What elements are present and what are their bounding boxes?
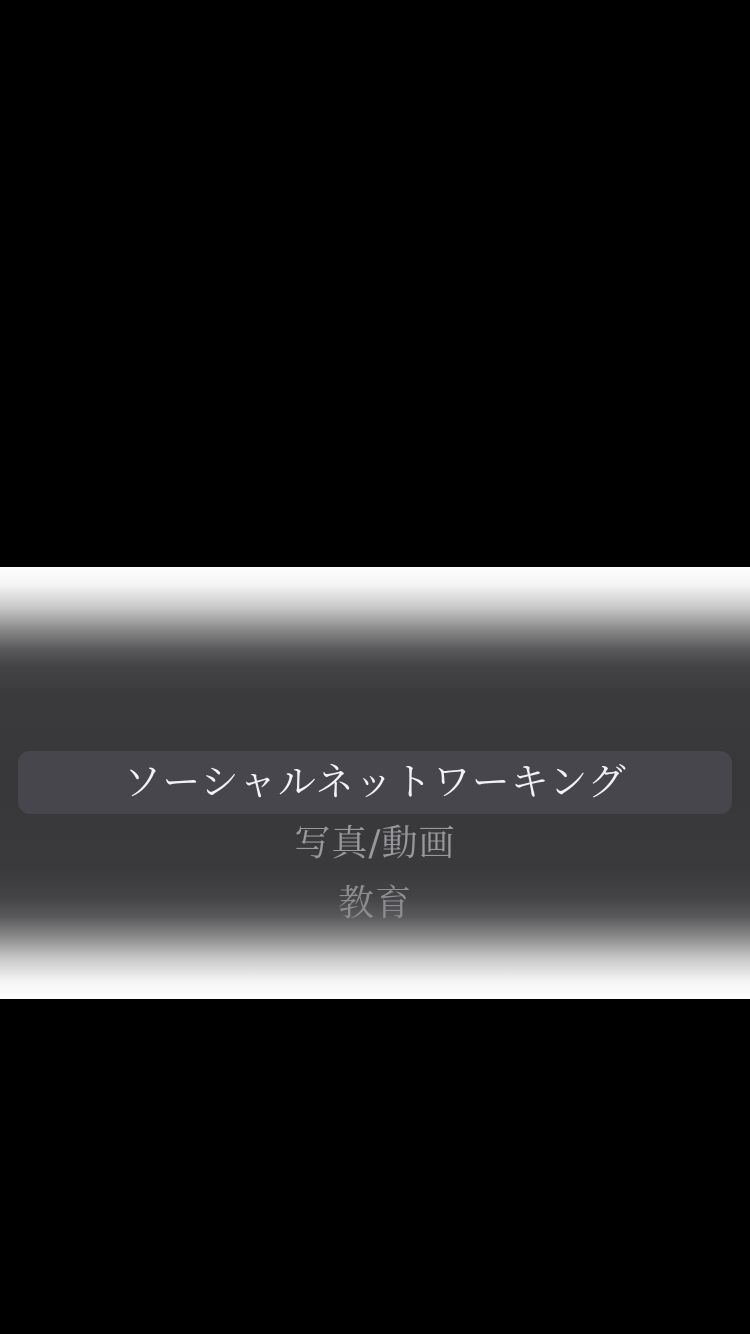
category-picker-wheel[interactable] xyxy=(0,567,750,999)
picker-option[interactable]: 教育 xyxy=(337,883,412,924)
picker-option-selected[interactable]: ソーシャルネットワーキング xyxy=(123,760,627,804)
picker-option[interactable]: 写真/動画 xyxy=(294,823,456,864)
